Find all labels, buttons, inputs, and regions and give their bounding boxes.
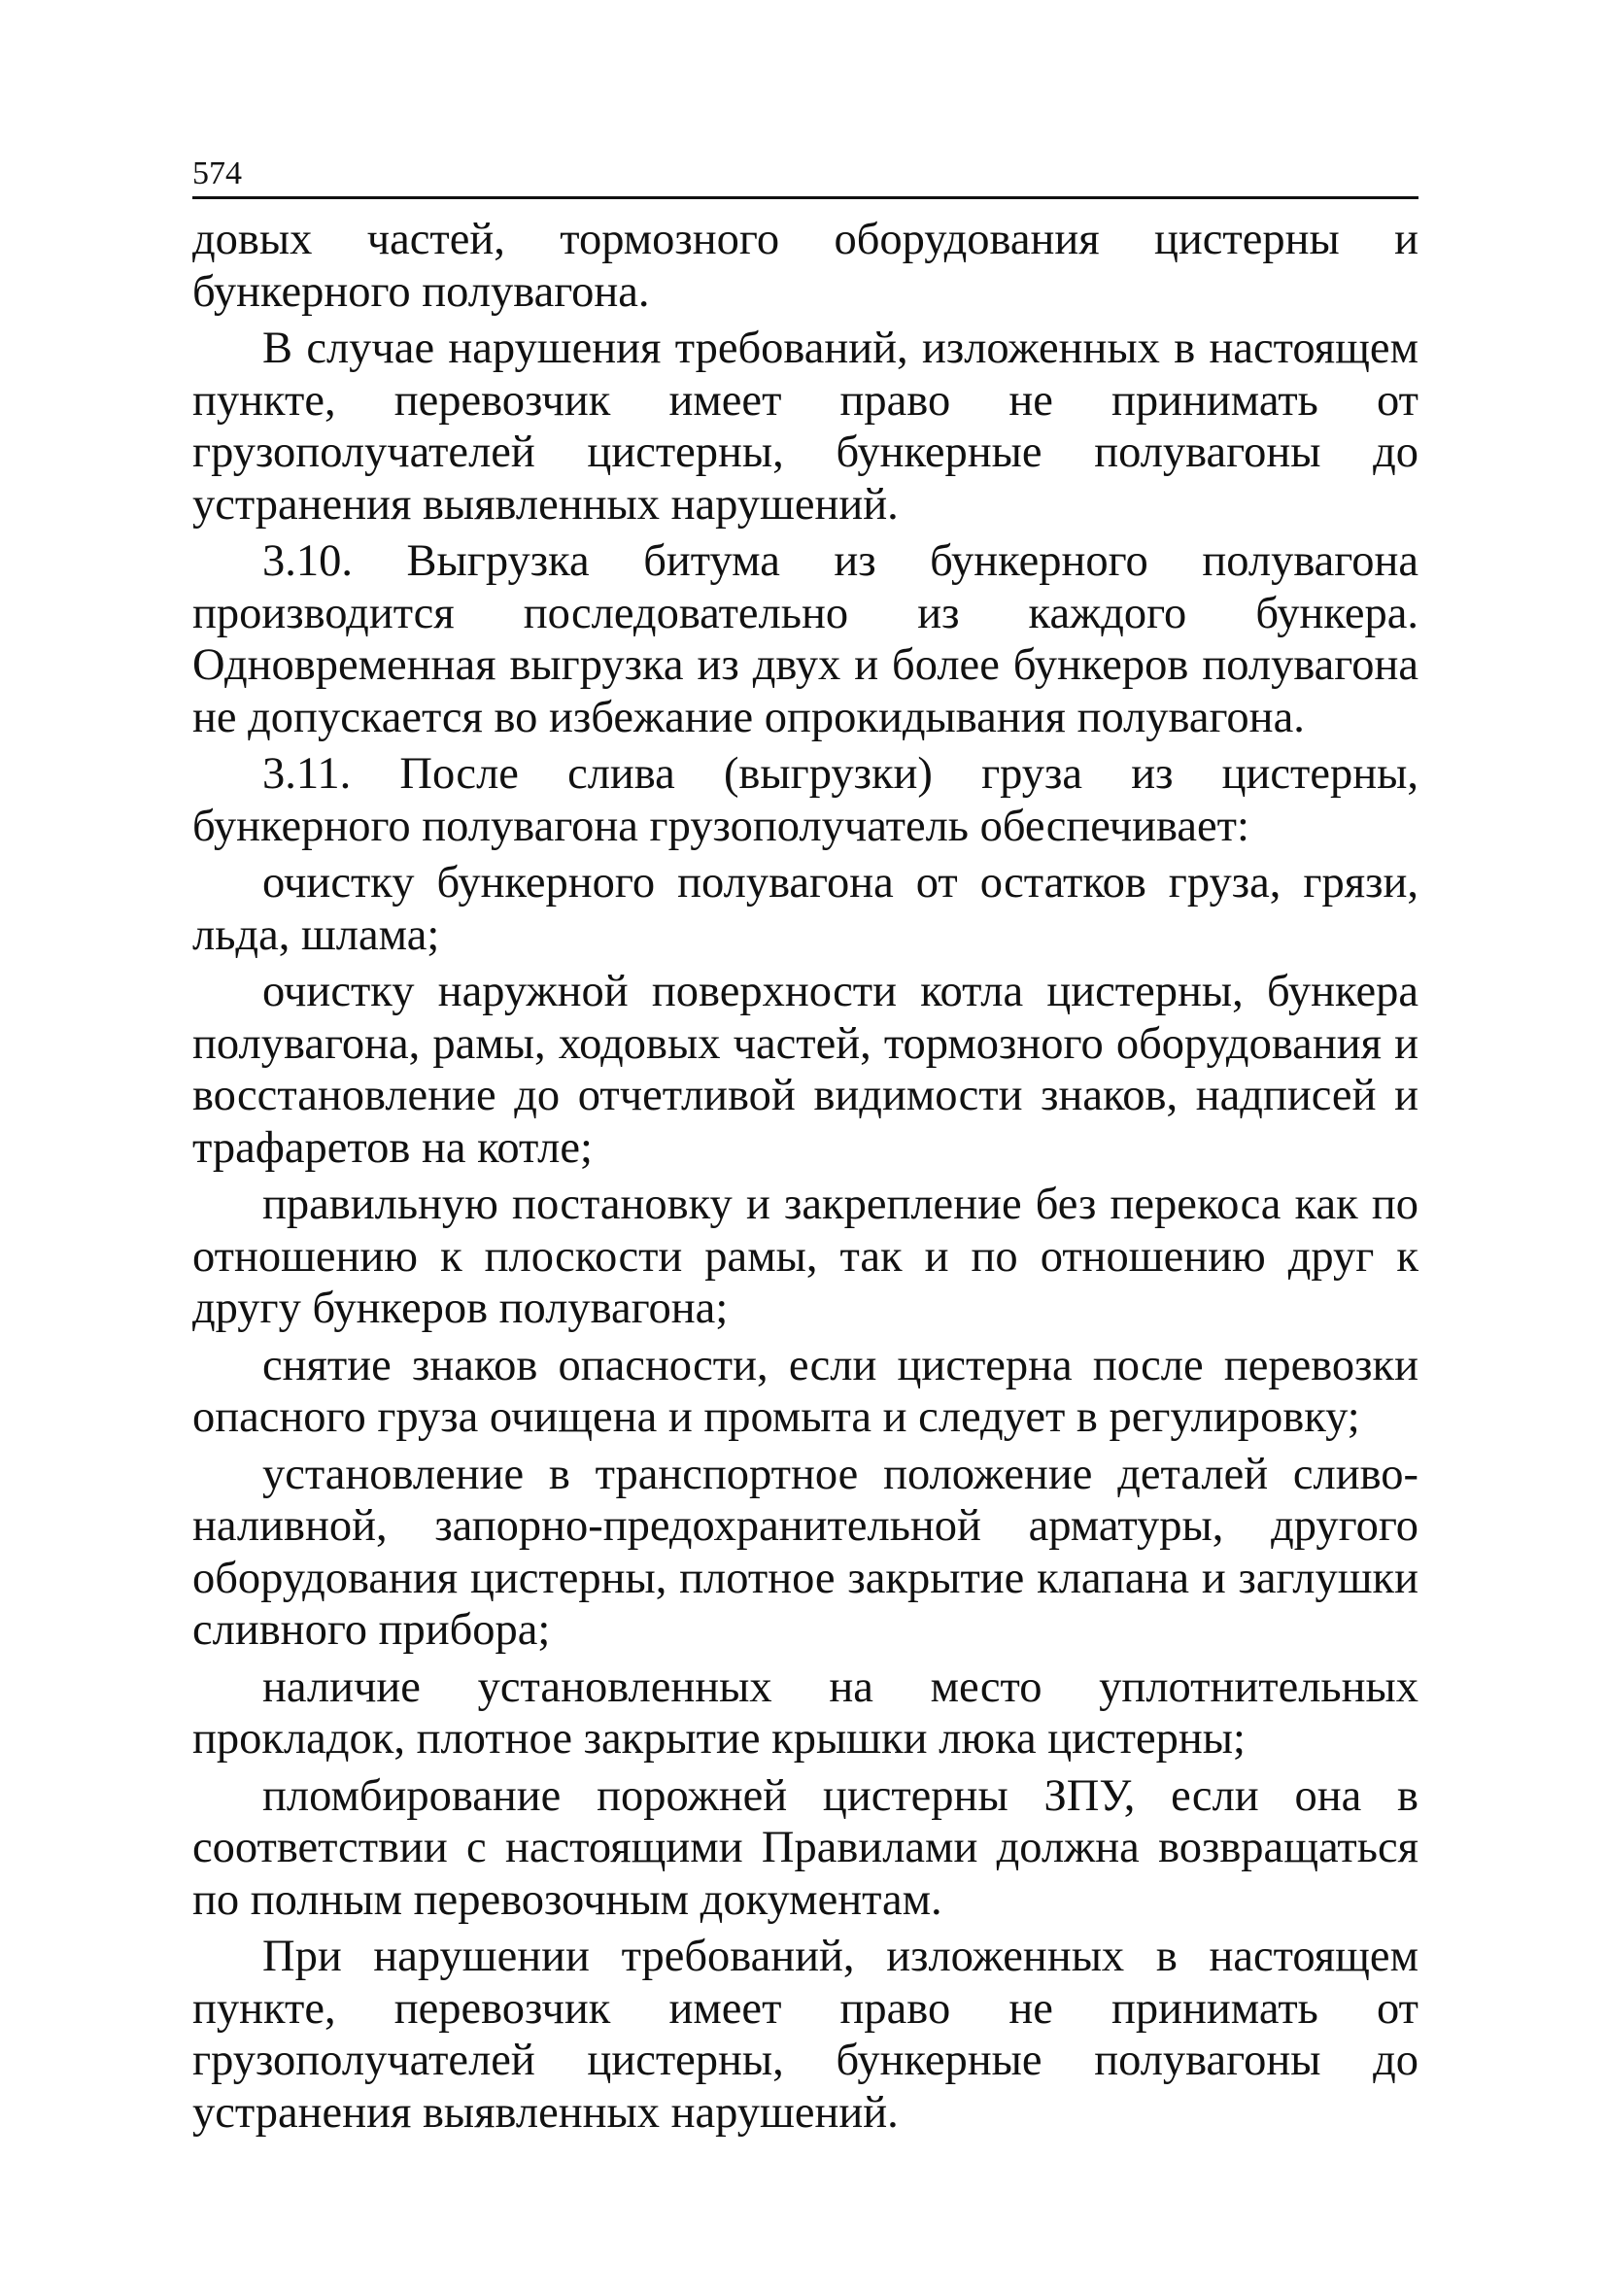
paragraph-violation-notice: В случае нарушения требований, изложенных в настоящем пункте, перевозчик имеет право не принимать от грузополучателей цистерны, бункерные полувагоны до устранения выявленных нарушений. — [192, 324, 1418, 530]
list-item-hazard-signs: снятие знаков опасности, если цистерна после перевозки опасного груза очищена и промыта и следует в регулировку; — [192, 1340, 1418, 1442]
paragraph-section-3-11: 3.11. После слива (выгрузки) груза из цистерны, бункерного полувагона грузополучатель обеспечивает: — [192, 749, 1418, 851]
list-item-sealing: пломбирование порожней цистерны ЗПУ, если она в соответствии с настоящими Правилами должна возвращаться по полным перевозочным документам. — [192, 1770, 1418, 1925]
list-item-cleaning-surface: очистку наружной поверхности котла цистерны, бункера полувагона, рамы, ходовых частей, тормозного оборудования и восстановление до отчетливой видимости знаков, надписей и трафаретов на котле; — [192, 967, 1418, 1173]
page-number: 574 — [192, 155, 242, 191]
list-item-transport-position: установление в транспортное положение деталей сливо-наливной, запорно-предохранительной арматуры, другого оборудования цистерны, плотное закрытие клапана и заглушки сливного прибора; — [192, 1449, 1418, 1655]
list-item-gaskets: наличие установленных на место уплотнительных прокладок, плотное закрытие крышки люка цистерны; — [192, 1662, 1418, 1764]
paragraph-section-3-10: 3.10. Выгрузка битума из бункерного полувагона производится последовательно из каждого бункера. Одновременная выгрузка из двух и более бункеров полувагона не допускается во избежание опрокидывания полувагона. — [192, 536, 1418, 742]
list-item-cleaning-hopper: очистку бункерного полувагона от остатков груза, грязи, льда, шлама; — [192, 858, 1418, 960]
page-header — [192, 146, 1418, 199]
paragraph-final-violation-notice: При нарушении требований, изложенных в настоящем пункте, перевозчик имеет право не принимать от грузополучателей цистерны, бункерные полувагоны до устранения выявленных нарушений. — [192, 1932, 1418, 2138]
list-item-hopper-placement: правильную постановку и закрепление без перекоса как по отношению к плоскости рамы, так и по отношению друг к другу бункеров полувагона; — [192, 1180, 1418, 1333]
page-body — [192, 214, 1418, 2143]
paragraph-continuation: довых частей, тормозного оборудования цистерны и бункерного полувагона. — [192, 215, 1418, 317]
